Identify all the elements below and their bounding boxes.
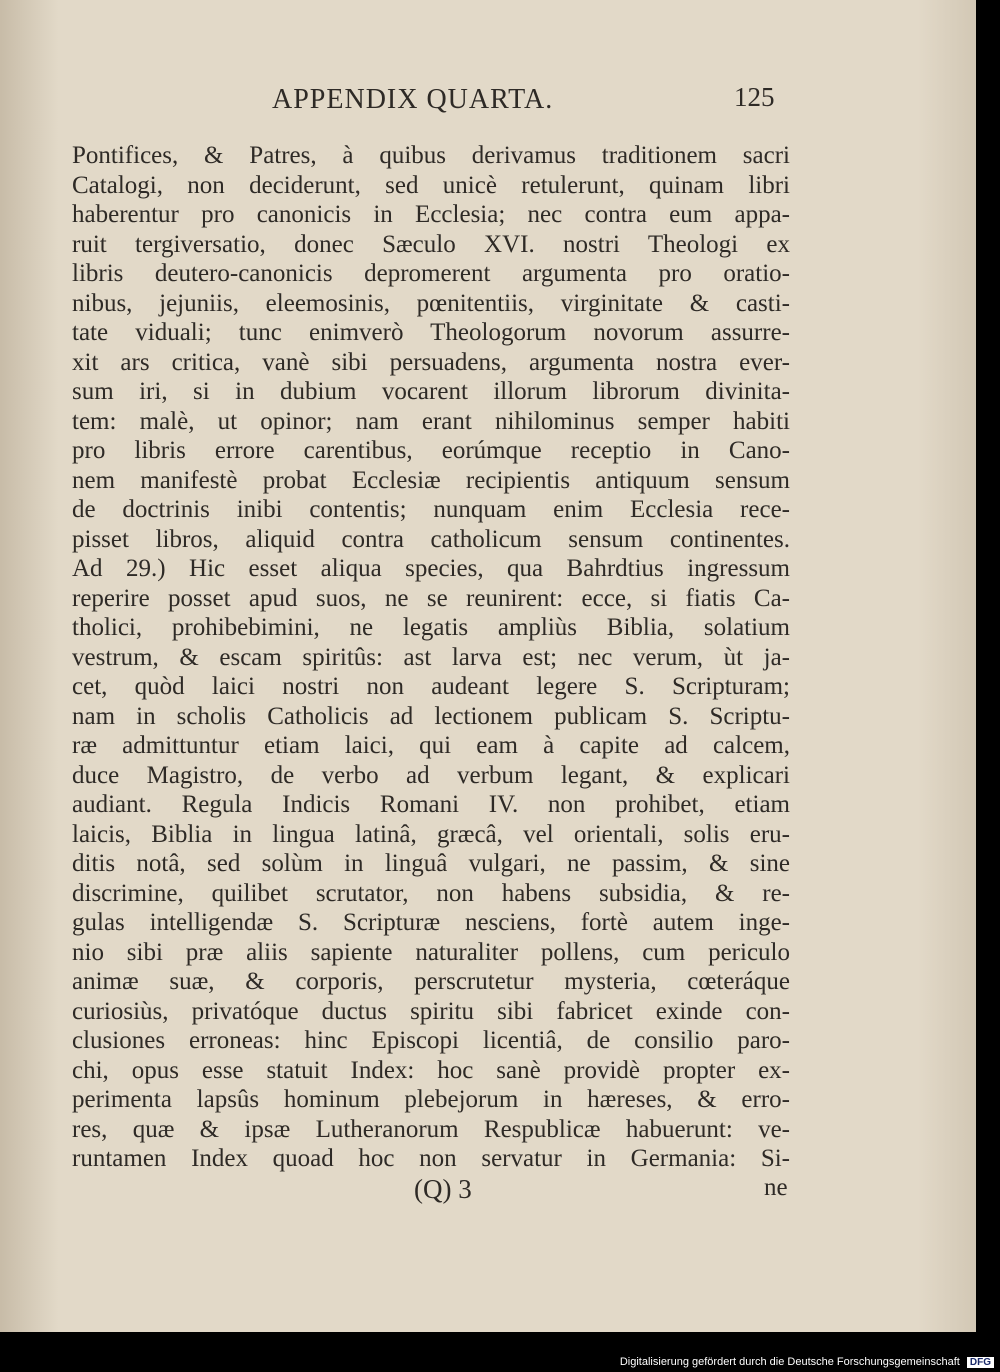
body-text <box>72 141 790 1174</box>
text-line: animæ suæ, & corporis, perscrutetur mysteria, cœteráque <box>72 968 790 995</box>
text-line: ræ admittuntur etiam laici, qui eam à capite ad calcem, <box>72 732 790 759</box>
text-line: sum iri, si in dubium vocarent illorum librorum divinita- <box>72 378 790 405</box>
text-line: tholici, prohibebimini, ne legatis ampliùs Biblia, solatium <box>72 614 790 641</box>
text-line: nam in scholis Catholicis ad lectionem publicam S. Scriptu- <box>72 702 790 730</box>
text-line: curiosiùs, privatóque ductus spiritu sibi fabricet exinde con- <box>72 997 790 1025</box>
text-line: de doctrinis inibi contentis; nunquam enim Ecclesia rece- <box>72 496 790 523</box>
text-line: clusiones erroneas: hinc Episcopi licentiâ, de consilio paro- <box>72 1027 790 1054</box>
text-line: pro libris errore carentibus, eorúmque receptio in Cano- <box>72 437 790 464</box>
text-line: haberentur pro canonicis in Ecclesia; nec contra eum appa- <box>72 201 790 228</box>
dfg-logo: DFG <box>967 1357 994 1368</box>
text-line: libris deutero-canonicis depromerent argumenta pro oratio- <box>72 260 790 287</box>
text-line: xit ars critica, vanè sibi persuadens, argumenta nostra ever- <box>72 348 790 376</box>
text-line: perimenta lapsûs hominum plebejorum in hæreses, & erro- <box>72 1086 790 1113</box>
text-line: laicis, Biblia in lingua latinâ, græcâ, vel orientali, solis eru- <box>72 820 790 848</box>
text-line: cet, quòd laici nostri non audeant legere S. Scripturam; <box>72 673 790 700</box>
text-line: res, quæ & ipsæ Lutheranorum Respublicæ habuerunt: ve- <box>72 1115 790 1143</box>
text-line: nio sibi præ aliis sapiente naturaliter pollens, cum periculo <box>72 938 790 966</box>
catchword: ne <box>764 1174 788 1201</box>
text-line: ruit tergiversatio, donec Sæculo XVI. nostri Theologi ex <box>72 230 790 258</box>
text-line: tate viduali; tunc enimverò Theologorum novorum assurre- <box>72 319 790 346</box>
page-number: 125 <box>734 82 775 112</box>
text-line: gulas intelligendæ S. Scripturæ nesciens, fortè autem inge- <box>72 909 790 936</box>
text-line: Catalogi, non deciderunt, sed unicè retulerunt, quinam libri <box>72 171 790 199</box>
text-line: nibus, jejuniis, eleemosinis, pœnitentiis, virginitate & casti- <box>72 289 790 317</box>
running-head: APPENDIX QUARTA. <box>272 84 554 115</box>
text-line: tem: malè, ut opinor; nam erant nihilominus semper habiti <box>72 407 790 435</box>
text-line: Ad 29.) Hic esset aliqua species, qua Bahrdtius ingressum <box>72 555 790 582</box>
text-line: chi, opus esse statuit Index: hoc sanè providè propter ex- <box>72 1056 790 1084</box>
text-line: ditis notâ, sed solùm in linguâ vulgari, ne passim, & sine <box>72 850 790 877</box>
text-line: audiant. Regula Indicis Romani IV. non prohibet, etiam <box>72 791 790 818</box>
text-line: pisset libros, aliquid contra catholicum sensum continentes. <box>72 525 790 553</box>
text-line: vestrum, & escam spiritûs: ast larva est; nec verum, ùt ja- <box>72 643 790 671</box>
signature-mark: (Q) 3 <box>414 1174 472 1204</box>
text-line: runtamen Index quoad hoc non servatur in Germania: Si- <box>72 1145 790 1172</box>
text-line: discrimine, quilibet scrutator, non habens subsidia, & re- <box>72 879 790 907</box>
text-line: nem manifestè probat Ecclesiæ recipientis antiquum sensum <box>72 466 790 494</box>
footer-text: Digitalisierung gefördert durch die Deutsche Forschungsgemeinschaft <box>619 1356 960 1368</box>
text-line: Pontifices, & Patres, à quibus derivamus traditionem sacri <box>72 142 790 169</box>
footer-credit <box>620 1356 994 1368</box>
text-line: duce Magistro, de verbo ad verbum legant, & explicari <box>72 761 790 789</box>
text-line: reperire posset apud suos, ne se reunirent: ecce, si fiatis Ca- <box>72 584 790 612</box>
